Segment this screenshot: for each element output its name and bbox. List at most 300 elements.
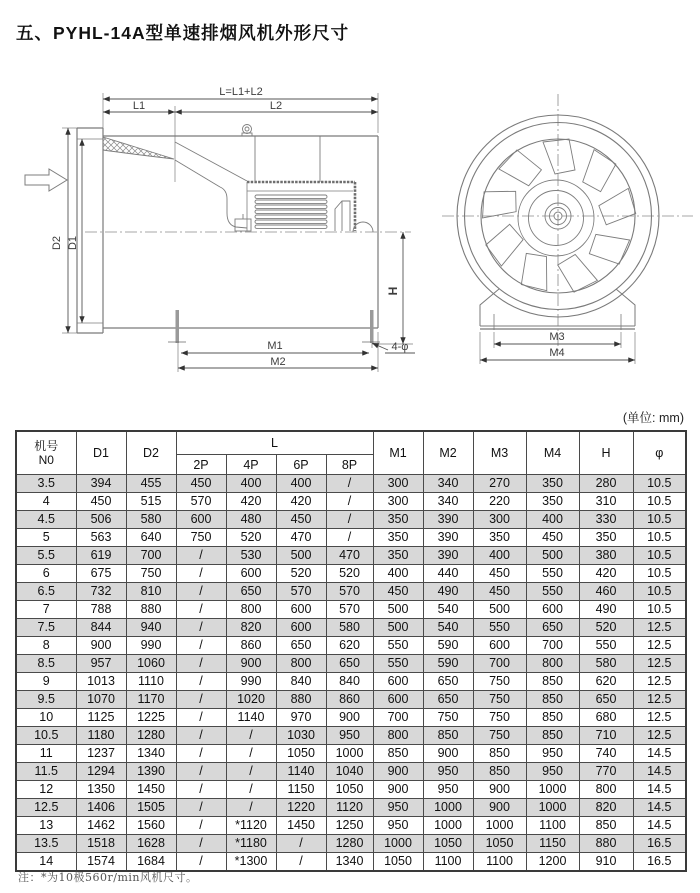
table-cell: 6 [16,565,76,583]
table-cell: 540 [423,601,473,619]
table-cell: 450 [473,583,526,601]
table-cell: 350 [373,547,423,565]
table-cell: 650 [423,691,473,709]
table-cell: 550 [526,583,579,601]
table-cell: 540 [423,619,473,637]
table-cell: 1050 [326,781,373,799]
fan-casing [77,128,378,333]
table-cell: 1574 [76,853,126,872]
table-cell: 390 [423,511,473,529]
col-header-d2: D2 [126,431,176,475]
table-cell: 1140 [226,709,276,727]
table-cell: 14.5 [633,781,686,799]
table-row [16,745,686,763]
table-cell: 1628 [126,835,176,853]
table-cell: 880 [276,691,326,709]
table-cell: / [176,673,226,691]
table-row [16,529,686,547]
table-cell: 850 [473,745,526,763]
table-cell: 1390 [126,763,176,781]
table-cell: 1120 [326,799,373,817]
table-cell: 16.5 [633,853,686,872]
table-cell: 700 [526,637,579,655]
mounting-feet [168,310,380,343]
table-cell: 990 [226,673,276,691]
table-cell: 1684 [126,853,176,872]
table-cell: / [226,727,276,745]
dim-label-l1: L1 [132,100,146,112]
table-cell: 470 [326,547,373,565]
table-cell: 1294 [76,763,126,781]
table-cell: 420 [579,565,633,583]
table-cell: 500 [373,601,423,619]
table-cell: 600 [473,637,526,655]
table-cell: 520 [326,565,373,583]
table-cell: 860 [226,637,276,655]
table-cell: 330 [579,511,633,529]
table-cell: 680 [579,709,633,727]
table-cell: / [176,745,226,763]
col-header-l-group: L [176,431,373,455]
table-cell: *1180 [226,835,276,853]
table-cell: 390 [423,547,473,565]
table-cell: 600 [373,691,423,709]
table-cell: 220 [473,493,526,511]
table-row [16,637,686,655]
table-cell: 13.5 [16,835,76,853]
table-cell: 400 [473,547,526,565]
table-cell: 14.5 [633,817,686,835]
table-cell: 950 [423,763,473,781]
table-cell: 4.5 [16,511,76,529]
page-title: 五、PYHL-14A型单速排烟风机外形尺寸 [16,23,350,43]
table-cell: 11.5 [16,763,76,781]
table-cell: 380 [579,547,633,565]
table-row [16,655,686,673]
table-cell: 1250 [326,817,373,835]
table-cell: 620 [579,673,633,691]
table-cell: 300 [373,475,423,493]
table-cell: 910 [579,853,633,872]
table-cell: 800 [276,655,326,673]
airflow-arrow-icon [25,169,67,191]
table-cell: 300 [473,511,526,529]
table-row [16,691,686,709]
table-cell: 10.5 [633,601,686,619]
col-header-d1: D1 [76,431,126,475]
table-cell: 580 [126,511,176,529]
table-row [16,727,686,745]
table-cell: 640 [126,529,176,547]
table-row [16,619,686,637]
table-cell: 900 [76,637,126,655]
table-cell: 844 [76,619,126,637]
table-cell: 900 [423,745,473,763]
table-cell: 1200 [526,853,579,872]
table-cell: 12 [16,781,76,799]
table-cell: 10.5 [633,493,686,511]
table-cell: 1340 [126,745,176,763]
table-cell: 850 [423,727,473,745]
table-cell: 600 [276,619,326,637]
table-cell: 957 [76,655,126,673]
table-row [16,547,686,565]
table-cell: 470 [276,529,326,547]
table-row [16,583,686,601]
table-cell: 350 [526,475,579,493]
col-header-m2: M2 [423,431,473,475]
col-header-h: H [579,431,633,475]
table-cell: 1125 [76,709,126,727]
table-cell: 1450 [126,781,176,799]
table-cell: 770 [579,763,633,781]
table-cell: 880 [126,601,176,619]
table-row [16,493,686,511]
table-cell: 1180 [76,727,126,745]
table-cell: 950 [326,727,373,745]
table-cell: 450 [526,529,579,547]
table-cell: 600 [526,601,579,619]
table-cell: 1110 [126,673,176,691]
table-cell: 10.5 [16,727,76,745]
table-cell: 350 [373,529,423,547]
table-cell: 990 [126,637,176,655]
table-cell: 450 [473,565,526,583]
table-cell: 6.5 [16,583,76,601]
dim-label-h: H [386,286,400,296]
table-cell: 1340 [326,853,373,872]
table-cell: 850 [526,709,579,727]
table-cell: 10.5 [633,475,686,493]
table-cell: / [276,853,326,872]
dim-label-m3: M3 [549,331,565,343]
table-cell: 1150 [526,835,579,853]
table-row [16,817,686,835]
table-cell: 390 [423,529,473,547]
col-header-4p: 4P [226,455,276,475]
table-cell: 530 [226,547,276,565]
table-cell: 14 [16,853,76,872]
table-cell: / [326,529,373,547]
table-cell: 400 [526,511,579,529]
table-cell: / [176,547,226,565]
table-cell: 850 [526,691,579,709]
table-cell: 1505 [126,799,176,817]
table-cell: 675 [76,565,126,583]
table-cell: 12.5 [16,799,76,817]
table-cell: 1000 [526,781,579,799]
col-header-phi: φ [633,431,686,475]
inlet-cone-hatch [103,137,174,159]
table-cell: 800 [226,601,276,619]
table-cell: 820 [579,799,633,817]
table-cell: 810 [126,583,176,601]
table-cell: 340 [423,475,473,493]
table-cell: 506 [76,511,126,529]
dim-label-m4: M4 [549,347,565,359]
table-cell: 10.5 [633,511,686,529]
table-cell: 12.5 [633,727,686,745]
table-cell: 900 [326,709,373,727]
table-cell: 1100 [473,853,526,872]
table-cell: *1120 [226,817,276,835]
table-cell: 1100 [423,853,473,872]
table-cell: 570 [326,583,373,601]
table-cell: 12.5 [633,619,686,637]
table-cell: / [176,817,226,835]
table-cell: 350 [579,529,633,547]
table-cell: 900 [226,655,276,673]
table-cell: 550 [373,655,423,673]
table-cell: 8.5 [16,655,76,673]
table-cell: 8 [16,637,76,655]
table-cell: 12.5 [633,709,686,727]
table-cell: 1000 [373,835,423,853]
table-cell: 600 [373,673,423,691]
table-cell: 650 [326,655,373,673]
col-header-m4: M4 [526,431,579,475]
table-cell: 350 [473,529,526,547]
table-cell: / [176,583,226,601]
table-cell: 9.5 [16,691,76,709]
col-header-6p: 6P [276,455,326,475]
table-row [16,565,686,583]
table-cell: 7 [16,601,76,619]
table-cell: 820 [226,619,276,637]
table-cell: 1000 [526,799,579,817]
col-header-8p: 8P [326,455,373,475]
table-cell: 950 [373,799,423,817]
table-cell: / [226,763,276,781]
table-cell: / [176,853,226,872]
table-row [16,799,686,817]
table-cell: 850 [373,745,423,763]
table-cell: 788 [76,601,126,619]
table-cell: 9 [16,673,76,691]
table-cell: 480 [226,511,276,529]
table-cell: / [176,781,226,799]
table-cell: 1000 [423,817,473,835]
table-cell: 1560 [126,817,176,835]
table-cell: 350 [526,493,579,511]
table-cell: 850 [579,817,633,835]
table-cell: 900 [473,781,526,799]
table-cell: / [226,781,276,799]
table-cell: 12.5 [633,691,686,709]
table-cell: 1050 [473,835,526,853]
col-header-model: 机号 N0 [16,431,76,475]
table-cell: 10.5 [633,547,686,565]
table-cell: 1280 [326,835,373,853]
table-cell: 1170 [126,691,176,709]
table-cell: 1013 [76,673,126,691]
table-cell: 10.5 [633,529,686,547]
table-cell: 4 [16,493,76,511]
table-cell: 340 [423,493,473,511]
table-cell: / [176,601,226,619]
dim-label-mount-holes: 4-φ [391,341,409,353]
table-cell: / [176,565,226,583]
fan-side-view-drawing [15,85,435,385]
table-cell: 1225 [126,709,176,727]
table-cell: 310 [579,493,633,511]
table-cell: / [226,799,276,817]
dim-label-m1: M1 [267,340,283,352]
table-cell: 1070 [76,691,126,709]
dim-label-d2: D2 [51,235,63,251]
table-cell: 850 [526,727,579,745]
table-cell: 420 [226,493,276,511]
table-cell: 14.5 [633,745,686,763]
table-cell: 520 [276,565,326,583]
dim-label-m2: M2 [270,356,286,368]
table-cell: 10.5 [633,583,686,601]
table-cell: 550 [579,637,633,655]
dim-label-d1: D1 [67,235,79,251]
table-cell: 5.5 [16,547,76,565]
table-cell: 7.5 [16,619,76,637]
table-cell: / [326,511,373,529]
table-cell: 970 [276,709,326,727]
table-cell: 1030 [276,727,326,745]
table-cell: 1462 [76,817,126,835]
table-cell: / [176,835,226,853]
table-cell: 12.5 [633,637,686,655]
table-cell: 850 [473,763,526,781]
table-cell: 520 [226,529,276,547]
table-cell: 1450 [276,817,326,835]
table-cell: 450 [373,583,423,601]
table-cell: 400 [373,565,423,583]
table-cell: 1150 [276,781,326,799]
dim-label-l-total: L=L1+L2 [219,86,263,98]
dim-label-l2: L2 [269,100,283,112]
table-cell: 580 [579,655,633,673]
table-cell: 450 [276,511,326,529]
table-cell: 740 [579,745,633,763]
table-cell: 300 [373,493,423,511]
table-cell: 1100 [526,817,579,835]
table-cell: 710 [579,727,633,745]
table-cell: 880 [579,835,633,853]
table-cell: 12.5 [633,673,686,691]
table-cell: 500 [473,601,526,619]
table-cell: 500 [276,547,326,565]
table-cell: 1140 [276,763,326,781]
table-cell: / [176,763,226,781]
table-cell: 490 [579,601,633,619]
table-cell: 619 [76,547,126,565]
table-cell: 490 [423,583,473,601]
table-row [16,601,686,619]
table-cell: 600 [226,565,276,583]
table-cell: 650 [423,673,473,691]
table-cell: 10.5 [633,565,686,583]
table-cell: 460 [579,583,633,601]
table-cell: / [176,709,226,727]
table-cell: 750 [423,709,473,727]
table-cell: 550 [526,565,579,583]
fan-front-view-drawing [440,90,695,375]
fan-dimension-table [15,430,687,872]
table-cell: / [176,655,226,673]
table-cell: 940 [126,619,176,637]
motor-fins [255,195,327,228]
table-cell: 570 [176,493,226,511]
table-row [16,709,686,727]
table-cell: 950 [526,745,579,763]
table-cell: 11 [16,745,76,763]
table-cell: 750 [176,529,226,547]
table-cell: 1020 [226,691,276,709]
table-cell: 700 [373,709,423,727]
table-cell: 950 [423,781,473,799]
table-cell: 420 [276,493,326,511]
table-cell: 16.5 [633,835,686,853]
table-cell: 650 [226,583,276,601]
table-cell: 13 [16,817,76,835]
table-row [16,511,686,529]
table-cell: 1518 [76,835,126,853]
table-cell: 515 [126,493,176,511]
table-cell: 590 [423,637,473,655]
table-cell: 550 [373,637,423,655]
table-cell: 1000 [326,745,373,763]
eye-bolt [242,125,252,137]
table-cell: / [176,799,226,817]
table-cell: 12.5 [633,655,686,673]
table-row [16,835,686,853]
table-cell: / [326,493,373,511]
table-cell: 750 [473,727,526,745]
table-cell: 1050 [373,853,423,872]
table-cell: 5 [16,529,76,547]
table-cell: 650 [276,637,326,655]
table-cell: 14.5 [633,763,686,781]
table-cell: 1050 [276,745,326,763]
table-cell: 400 [276,475,326,493]
footnote: 注：*为10极560r/min风机尺寸。 [18,871,198,884]
table-cell: 850 [526,673,579,691]
table-cell: 350 [373,511,423,529]
col-header-m3: M3 [473,431,526,475]
table-cell: 590 [423,655,473,673]
table-cell: 950 [526,763,579,781]
table-cell: 450 [76,493,126,511]
table-cell: 3.5 [16,475,76,493]
table-cell: 700 [473,655,526,673]
col-header-2p: 2P [176,455,226,475]
table-cell: 750 [473,673,526,691]
table-cell: 800 [579,781,633,799]
table-cell: 900 [373,763,423,781]
table-cell: 1000 [423,799,473,817]
table-cell: 1050 [423,835,473,853]
table-cell: 750 [473,691,526,709]
table-cell: 750 [473,709,526,727]
table-cell: / [276,835,326,853]
table-cell: / [176,637,226,655]
table-cell: / [226,745,276,763]
table-cell: 860 [326,691,373,709]
table-cell: 900 [373,781,423,799]
table-cell: 450 [176,475,226,493]
table-cell: / [176,727,226,745]
table-cell: 455 [126,475,176,493]
table-cell: 500 [373,619,423,637]
table-cell: 1237 [76,745,126,763]
table-cell: 400 [226,475,276,493]
